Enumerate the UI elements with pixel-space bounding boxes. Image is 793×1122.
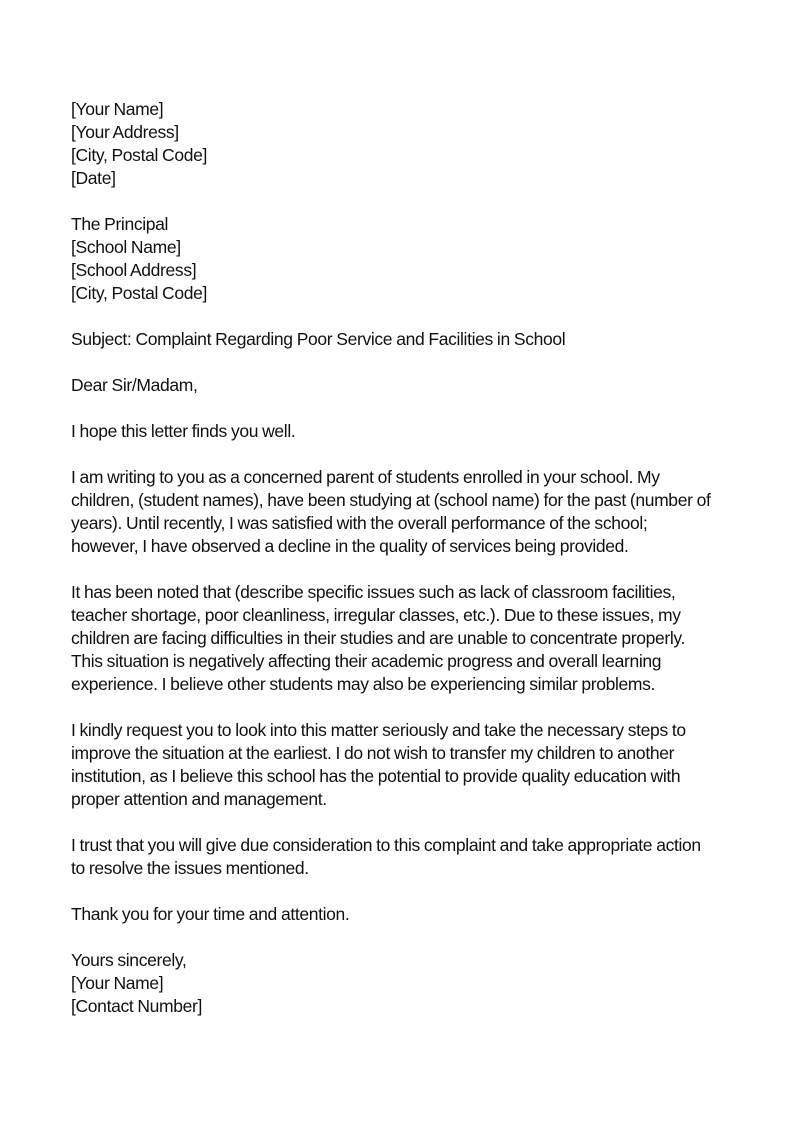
body-paragraph-3 <box>71 719 736 811</box>
paragraph-line: It has been noted that (describe specific issues such as lack of classroom facilities, <box>71 582 676 602</box>
paragraph-line: however, I have observed a decline in the quality of services being provided. <box>71 536 629 556</box>
paragraph-line: This situation is negatively affecting their academic progress and overall learning <box>71 651 662 671</box>
recipient-school-address: [School Address] <box>71 260 197 280</box>
thanks-text: Thank you for your time and attention. <box>71 904 350 924</box>
complaint-letter <box>71 98 736 1041</box>
sender-name: [Your Name] <box>71 99 164 119</box>
recipient-city-postal: [City, Postal Code] <box>71 283 207 303</box>
thanks-paragraph <box>71 903 736 926</box>
paragraph-line: institution, as I believe this school has the potential to provide quality education with <box>71 766 681 786</box>
body-paragraph-1 <box>71 466 736 558</box>
paragraph-line: I am writing to you as a concerned parent of students enrolled in your school. My <box>71 467 660 487</box>
paragraph-line: children are facing difficulties in their studies and are unable to concentrate properly. <box>71 628 685 648</box>
paragraph-line: teacher shortage, poor cleanliness, irregular classes, etc.). Due to these issues, my <box>71 605 681 625</box>
closing-contact: [Contact Number] <box>71 996 203 1016</box>
paragraph-line: I kindly request you to look into this matter seriously and take the necessary steps to <box>71 720 686 740</box>
closing-block <box>71 949 736 1018</box>
sender-city-postal: [City, Postal Code] <box>71 145 207 165</box>
paragraph-line: to resolve the issues mentioned. <box>71 858 309 878</box>
body-paragraph-2 <box>71 581 736 696</box>
paragraph-line: improve the situation at the earliest. I do not wish to transfer my children to another <box>71 743 675 763</box>
recipient-title: The Principal <box>71 214 169 234</box>
salutation-text: Dear Sir/Madam, <box>71 375 198 395</box>
subject-text: Subject: Complaint Regarding Poor Service and Facilities in School <box>71 329 566 349</box>
closing-name: [Your Name] <box>71 973 164 993</box>
recipient-school-name: [School Name] <box>71 237 181 257</box>
paragraph-line: experience. I believe other students may also be experiencing similar problems. <box>71 674 656 694</box>
salutation <box>71 374 736 397</box>
opening-text: I hope this letter finds you well. <box>71 421 296 441</box>
subject-line <box>71 328 736 351</box>
opening-paragraph <box>71 420 736 443</box>
sender-address-block <box>71 98 736 190</box>
recipient-address-block <box>71 213 736 305</box>
body-paragraph-4 <box>71 834 736 880</box>
paragraph-line: children, (student names), have been studying at (school name) for the past (number of <box>71 490 711 510</box>
paragraph-line: years). Until recently, I was satisfied with the overall performance of the school; <box>71 513 648 533</box>
sender-address: [Your Address] <box>71 122 179 142</box>
paragraph-line: I trust that you will give due consideration to this complaint and take appropriate action <box>71 835 701 855</box>
valediction: Yours sincerely, <box>71 950 187 970</box>
letter-date: [Date] <box>71 168 116 188</box>
paragraph-line: proper attention and management. <box>71 789 327 809</box>
